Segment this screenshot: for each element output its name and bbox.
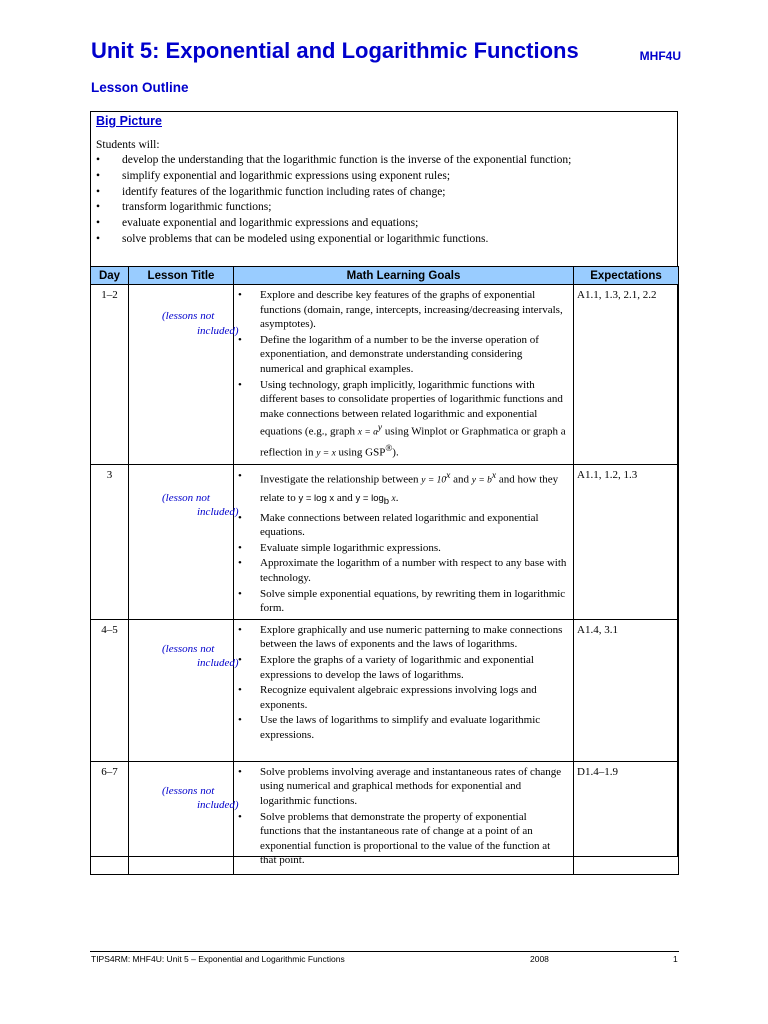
goals-cell (234, 761, 574, 874)
list-item: • Explore the graphs of a variety of logarithmic and exponential expressions to develop the laws of logarithms. (238, 653, 569, 682)
list-item: • Explore and describe key features of the graphs of exponential functions (domain, range, intercepts, increasing/decreasing intervals, asymptotes). (238, 288, 569, 332)
list-item: • Investigate the relationship between $y = 10^x$ and $y = b^x$ and how they relate to y = log x and $y = \log_b x$. (238, 468, 569, 510)
table-row (91, 619, 679, 761)
big-picture-section (91, 112, 677, 266)
expectations-cell: A1.1, 1.3, 2.1, 2.2 (574, 285, 679, 465)
list-item: • identify features of the logarithmic function including rates of change; (96, 185, 677, 201)
goals-list (238, 623, 569, 743)
list-item: • Use the laws of logarithms to simplify and evaluate logarithmic expressions. (238, 713, 569, 742)
course-code: MHF4U (639, 49, 681, 63)
lesson-note-line: included) (197, 657, 239, 670)
list-item: • Solve problems that demonstrate the property of exponential functions that the instantaneous rate of change at a point of an exponential function is proportional to the value of the function at that point. (238, 810, 569, 868)
table-row (91, 464, 679, 619)
footer-divider (90, 951, 679, 952)
goals-cell (234, 285, 574, 465)
goals-list (238, 288, 569, 461)
header-lesson-title: Lesson Title (129, 267, 234, 285)
lesson-title-cell (129, 619, 239, 761)
table-header-row (91, 267, 679, 285)
goals-list (238, 765, 569, 868)
page-subtitle: Lesson Outline (91, 80, 189, 95)
lesson-table (90, 266, 679, 875)
goals-cell (234, 619, 574, 761)
list-item: • Using technology, graph implicitly, logarithmic functions with different bases to consolidate properties of logarithmic functions and make connections between related logarithmic and exponential equations (e.g., graph $x = a^y$ using Winplot or Graphmatica or graph a reflection in y = x using GSP®). (238, 378, 569, 461)
table-row (91, 285, 679, 465)
expectations-cell: A1.1, 1.2, 1.3 (574, 464, 679, 619)
lesson-outline-box (90, 111, 678, 867)
list-item: • solve problems that can be modeled using exponential or logarithmic functions. (96, 232, 677, 248)
footer-source: TIPS4RM: MHF4U: Unit 5 – Exponential and Logarithmic Functions (91, 954, 345, 964)
title-row (91, 38, 681, 70)
list-item: • develop the understanding that the logarithmic function is the inverse of the exponential function; (96, 153, 677, 169)
big-picture-intro: Students will: (96, 139, 160, 151)
goals-cell (234, 464, 574, 619)
lesson-note-line: included) (197, 799, 239, 812)
lesson-title-cell (129, 761, 239, 874)
list-item: • Define the logarithm of a number to be the inverse operation of exponentiation, and demonstrate understanding considering numerical and graphical examples. (238, 333, 569, 377)
big-picture-list (96, 153, 677, 248)
day-cell: 6–7 (91, 761, 129, 874)
list-item: • simplify exponential and logarithmic expressions using exponent rules; (96, 169, 677, 185)
list-item: • Solve simple exponential equations, by rewriting them in logarithmic form. (238, 587, 569, 616)
header-day: Day (91, 267, 129, 285)
list-item: • Explore graphically and use numeric patterning to make connections between the laws of exponents and the laws of logarithms. (238, 623, 569, 652)
lesson-note-line: (lessons not (162, 784, 215, 797)
list-item: • evaluate exponential and logarithmic expressions and equations; (96, 216, 677, 232)
list-item: • Approximate the logarithm of a number with respect to any base with technology. (238, 556, 569, 585)
lesson-title-cell (129, 285, 239, 465)
lesson-note-line: (lessons not (162, 642, 215, 655)
footer-year: 2008 (530, 954, 549, 964)
list-item: • Solve problems involving average and instantaneous rates of change using numerical and graphical methods for exponential and logarithmic functions. (238, 765, 569, 809)
expectations-cell: A1.4, 3.1 (574, 619, 679, 761)
big-picture-title: Big Picture (96, 114, 162, 128)
lesson-note-line: included) (197, 506, 239, 519)
day-cell: 1–2 (91, 285, 129, 465)
lesson-title-cell (129, 464, 239, 619)
list-item: • Evaluate simple logarithmic expressions. (238, 541, 569, 556)
footer-page-number: 1 (673, 954, 678, 964)
day-cell: 3 (91, 464, 129, 619)
lesson-note-line: included) (197, 324, 239, 337)
list-item: • Make connections between related logarithmic and exponential equations. (238, 511, 569, 540)
goals-list (238, 468, 569, 616)
list-item: • transform logarithmic functions; (96, 200, 677, 216)
expectations-cell: D1.4–1.9 (574, 761, 679, 874)
header-expectations: Expectations (574, 267, 679, 285)
table-row (91, 761, 679, 874)
lesson-note-line: (lesson not (162, 491, 210, 504)
lesson-note-line: (lessons not (162, 310, 215, 322)
list-item: • Recognize equivalent algebraic expressions involving logs and exponents. (238, 683, 569, 712)
page-title: Unit 5: Exponential and Logarithmic Functions (91, 38, 579, 63)
day-cell: 4–5 (91, 619, 129, 761)
header-math-learning-goals: Math Learning Goals (234, 267, 574, 285)
